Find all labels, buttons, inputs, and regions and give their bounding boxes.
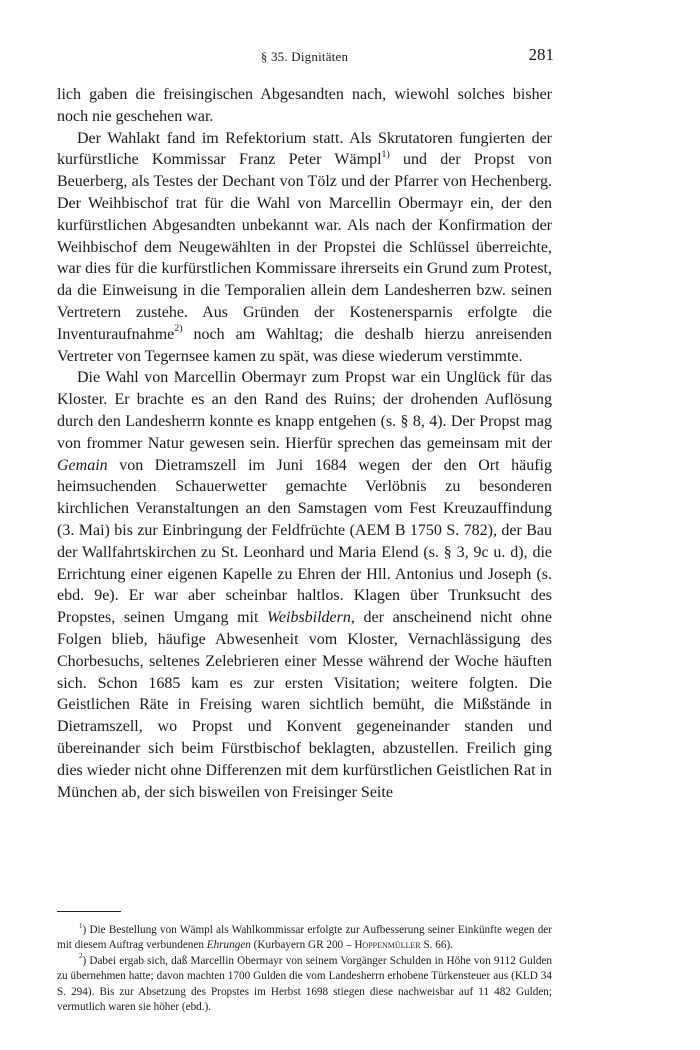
text-segment: lich gaben die freisingischen Abgesandten nach, wiewohl solches bisher noch nie geschehen war. xyxy=(57,86,552,125)
text-segment: , der anscheinend nicht ohne Folgen blieb, häufige Abwesenheit vom Kloster, Vernachlässigung des Chorbesuchs, seltenes Zelebrieren einer Messe während der Woche häuften sich. Schon 1685 kam es zur ersten Visitation; weitere folgten. Die Geistlichen Räte in Freising waren sichtlich bemüht, die Mißstände in Dietramszell, wo Propst und Konvent gegeneinander standen und übereinander sich beim Fürstbischof beklagten, abzustellen. Freilich ging dies wieder nicht ohne Differenzen mit dem kurfürstlichen Geistlichen Rat in München ab, der sich bisweilen von Freisinger Seite xyxy=(57,609,552,801)
italic-term: Weibsbildern xyxy=(267,609,351,627)
author-name: Hoppenmüller xyxy=(354,939,421,952)
footnote-2 xyxy=(57,954,552,1016)
footnote-ref-2: 2) xyxy=(174,323,183,335)
text-segment: ) Die Bestellung von Wämpl als Wahlkommissar erfolgte zur Aufbesserung seiner Einkünfte wegen der mit diesem Auftrag verbundenen xyxy=(57,924,552,952)
text-segment: noch am Wahltag; die deshalb hierzu anreisenden Vertreter von Tegernsee kamen zu spät, was diese wiederum verstimmte. xyxy=(57,325,552,365)
footnotes xyxy=(57,923,552,1015)
main-text xyxy=(57,84,552,803)
footnote-divider xyxy=(57,911,121,912)
text-segment: Der Wahlakt fand im Refektorium statt. Als Skrutatoren fungierten der kurfürstliche Kommissar Franz Peter Wämpl xyxy=(57,129,552,169)
text-segment: ) Dabei ergab sich, daß Marcellin Obermayr von seinem Vorgänger Schulden in Höhe von 9112 Gulden zu übernehmen hatte; davon machten 1700 Gulden die vom Landesherrn erhobene Türkensteuer aus (KLD 34 S. 294). Bis zur Absetzung des Propstes im Herbst 1698 stiegen diese nachweisbar auf 11 482 Gulden; vermutlich waren sie höher (ebd.). xyxy=(57,954,552,1014)
text-segment: von Dietramszell im Juni 1684 wegen der den Ort häufig heimsuchenden Schauerwetter gemachte Verlöbnis zu besonderen kirchlichen Veranstaltungen an den Samstagen vom Fest Kreuzauffindung (3. Mai) bis zur Einbringung der Feldfrüchte (AEM B 1750 S. 782), der Bau der Wallfahrtskirchen zu St. Leonhard und Maria Elend (s. § 3, 9c u. d), die Errichtung einer eigenen Kapelle zu Ehren der Hll. Antonius und Joseph (s. ebd. 9e). Er war aber scheinbar haltlos. Klagen über Trunksucht des Propstes, seinen Umgang mit xyxy=(57,456,552,627)
text-segment: (Kurbayern GR 200 – xyxy=(250,939,355,952)
footnote-1 xyxy=(57,923,552,954)
page-number: 281 xyxy=(528,45,554,64)
running-title: § 35. Dignitäten xyxy=(260,49,349,64)
footnote-marker: 2 xyxy=(79,952,83,961)
page-header xyxy=(57,44,552,66)
text-segment: S. 66). xyxy=(420,939,453,952)
text-segment: Die Wahl von Marcellin Obermayr zum Propst war ein Unglück für das Kloster. Er brachte es an den Rand des Ruins; der drohenden Auflösung durch den Landesherrn konnte es knapp entgehen (s. § 8, 4). Der Propst mag von frommer Natur gewesen sein. Hierfür sprechen das gemeinsam mit der xyxy=(57,369,552,452)
footnote-ref-1: 1) xyxy=(381,149,390,161)
footnote-marker: 1 xyxy=(79,921,83,930)
paragraph-3 xyxy=(57,367,552,803)
paragraph-1 xyxy=(57,84,552,128)
text-segment: und der Propst von Beuerberg, als Testes der Dechant von Tölz und der Pfarrer von Hechenberg. Der Weihbischof trat für die Wahl von Marcellin Obermayr ein, der den kurfürstlichen Abgesandten unbekannt war. Als nach der Konfirmation der Weihbischof dem Neugewählten in der Propstei die Schlüssel überreichte, war dies für die kurfürstlichen Kommissare ihrerseits ein Grund zum Protest, da die Einweisung in die Temporalien allein dem Landesherren bzw. seinen Vertretern zustehe. Aus Gründen der Kostenersparnis erfolgte die Inventuraufnahme xyxy=(57,151,552,343)
italic-term: Ehrungen xyxy=(206,939,251,952)
italic-term: Gemain xyxy=(57,456,108,474)
paragraph-2 xyxy=(57,128,552,368)
